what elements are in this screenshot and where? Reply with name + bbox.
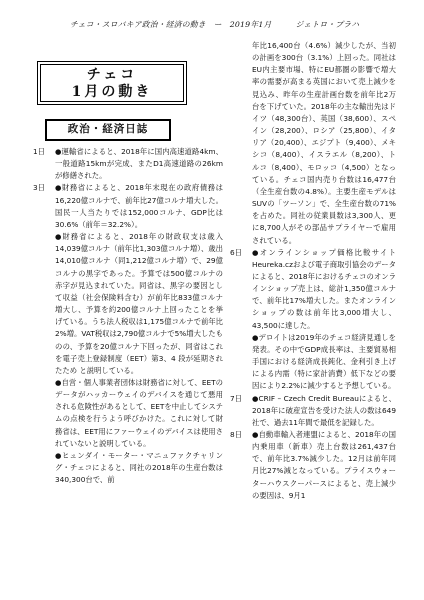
entry-text	[252, 332, 396, 393]
entry-day: 3日	[33, 183, 46, 193]
entry-text	[252, 429, 396, 502]
diary-entry	[230, 247, 396, 332]
page-title	[40, 64, 184, 102]
diary-entry	[33, 231, 223, 377]
entry-body: 自営・個人事業者団体は財務省に対して、EETのデータがハッカーウェイのデバイスを通じて悪用される危険性があるとして、EETを中止してシステムの点検を行うよう呼びかけた。これに対して財務省は、EET用にファーウェイのデバイスは使用されていないと説明している。	[55, 377, 223, 448]
entry-body: 自動車輸入者連盟によると、2018年の国内乗用車（新車）売上台数は261,437台で、前年比3.7%減少した。12月は前年同月比27%減となっている。プライスウォーターハウスクーパースによると、売上減少の要因は、9月1	[252, 430, 396, 500]
page-header: チェコ・スロバキア政治・経済の動き ー 2019年1月 ジェトロ・プラハ	[70, 20, 360, 29]
entry-day: 8日	[230, 430, 243, 439]
entry-text	[55, 377, 223, 450]
right-column	[230, 40, 396, 502]
entry-text	[252, 393, 396, 429]
bullet-icon: ●	[252, 247, 260, 257]
diary-entry	[33, 182, 223, 231]
entry-text	[55, 182, 223, 231]
entry-body: オンラインショップ価格比較サイトHeureka.czおよび電子商取引協会のデータによると、2018年におけるチェコのオンラインショップ売上は、総計1,350億コルナで、前年比17%増大した。またオンラインショップの数は前年比3,000増大し、43,500に達した。	[252, 247, 396, 330]
title-box	[37, 61, 187, 105]
diary-entry	[230, 40, 396, 247]
entry-body: ヒュンダイ・モーター・マニュファクチャリング・チェコによると、同社の2018年の生産台数は340,300台で、前	[55, 450, 223, 485]
bullet-icon: ●	[55, 377, 62, 387]
bullet-icon: ●	[55, 147, 62, 156]
diary-entry	[33, 450, 223, 486]
entry-day: 6日	[230, 247, 243, 257]
entry-body: CRIF – Czech Credit Bureauによると、2018年に破産宣告を受けた法人の数は649社で、過去11年間で最低を記録した。	[252, 393, 396, 427]
entry-text	[55, 146, 223, 182]
title-line-1: チェコ	[86, 67, 138, 83]
left-entries	[33, 146, 223, 486]
entry-text	[252, 40, 396, 247]
entry-body: 財務省によると、2018年末現在の政府債務は16,220億コルナで、前年比27億コルナ増大した。国民一人当たりでは152,000コルナ、GDP比は30.6%（前年＝32.2%）。	[55, 183, 223, 229]
bullet-icon: ●	[252, 430, 259, 439]
bullet-icon: ●	[252, 332, 259, 342]
entry-body: 運輸省によると、2018年に国内高速道路4km、一般道路15kmが完成、またD1高速道路の26kmが修繕された。	[55, 147, 223, 181]
diary-entry	[33, 377, 223, 450]
entry-day: 7日	[230, 393, 243, 403]
entry-text	[55, 450, 223, 486]
section-heading: 政治・経済日誌	[45, 119, 171, 141]
title-line-2: 1月の動き	[71, 84, 153, 100]
entry-day: 1日	[33, 147, 46, 156]
diary-entry	[33, 146, 223, 182]
right-entries	[230, 40, 396, 502]
bullet-icon: ●	[55, 183, 62, 193]
entry-text	[252, 247, 396, 332]
diary-entry	[230, 429, 396, 502]
entry-body: デロイトは2019年のチェコ経済見通しを発表。その中でGDP成長率は、主要貿易相手国における経済成長鈍化、金利引き上げによる内需（特に家計消費）低下などの要因により2.2%に減少すると予想している。	[252, 332, 396, 391]
bullet-icon: ●	[252, 393, 259, 403]
bullet-icon: ●	[55, 450, 62, 460]
entry-body: 財務省によると、2018年の財政収支は歳入14,039億コルナ（前年比1,303億コルナ増）、歳出14,010億コルナ（同1,212億コルナ増）で、29億コルナの黒字であった。予算では500億コルナの赤字が見込まれていた。同省は、黒字の要因として収益（社会保険料含む）が前年比833億コルナ増大し、予算を約200億コルナ上回ったことを挙げている。うち法人税収は1,175億コルナで前年比2%増。VAT税収は2,790億コルナで5%増大したものの、予算を20億コルナ下回ったが、同省はこれを電子売上登録制度（EET）第3、4 段が延期されたため と説明している。	[55, 232, 223, 375]
bullet-icon: ●	[55, 232, 63, 242]
diary-entry	[230, 393, 396, 429]
diary-entry	[230, 332, 396, 393]
left-column	[33, 46, 223, 486]
entry-body: 年比16,400台（4.6%）減少したが、当初の計画を300台（3.1%）上回った。同社はEU内主要市場、特にEU都圏の影響で増大率の需要が高まる英国において売上減少を見込み、昨年の生産計画台数を前年比2万台を下げていた。2018年の主な輸出先はドイツ（48,300台）、英国（38,600）、スペイン（28,200）、ロシア（25,800）、イタリア（20,400）、エジプト（9,400）、メキシコ（8,400）、イスラエル（8,200）、トルコ（8,400）、モロッコ（4,500）となっている。チェコ国内売り台数は16,477台（全生産台数の4.8%）。主要生産モデルはSUVの「ツーソン」で、全生産台数の71%を占めた。同社の従業員数は3,300人、更に8,700人がその部品サプライヤーで雇用されている。	[252, 41, 396, 245]
entry-text	[55, 231, 223, 377]
